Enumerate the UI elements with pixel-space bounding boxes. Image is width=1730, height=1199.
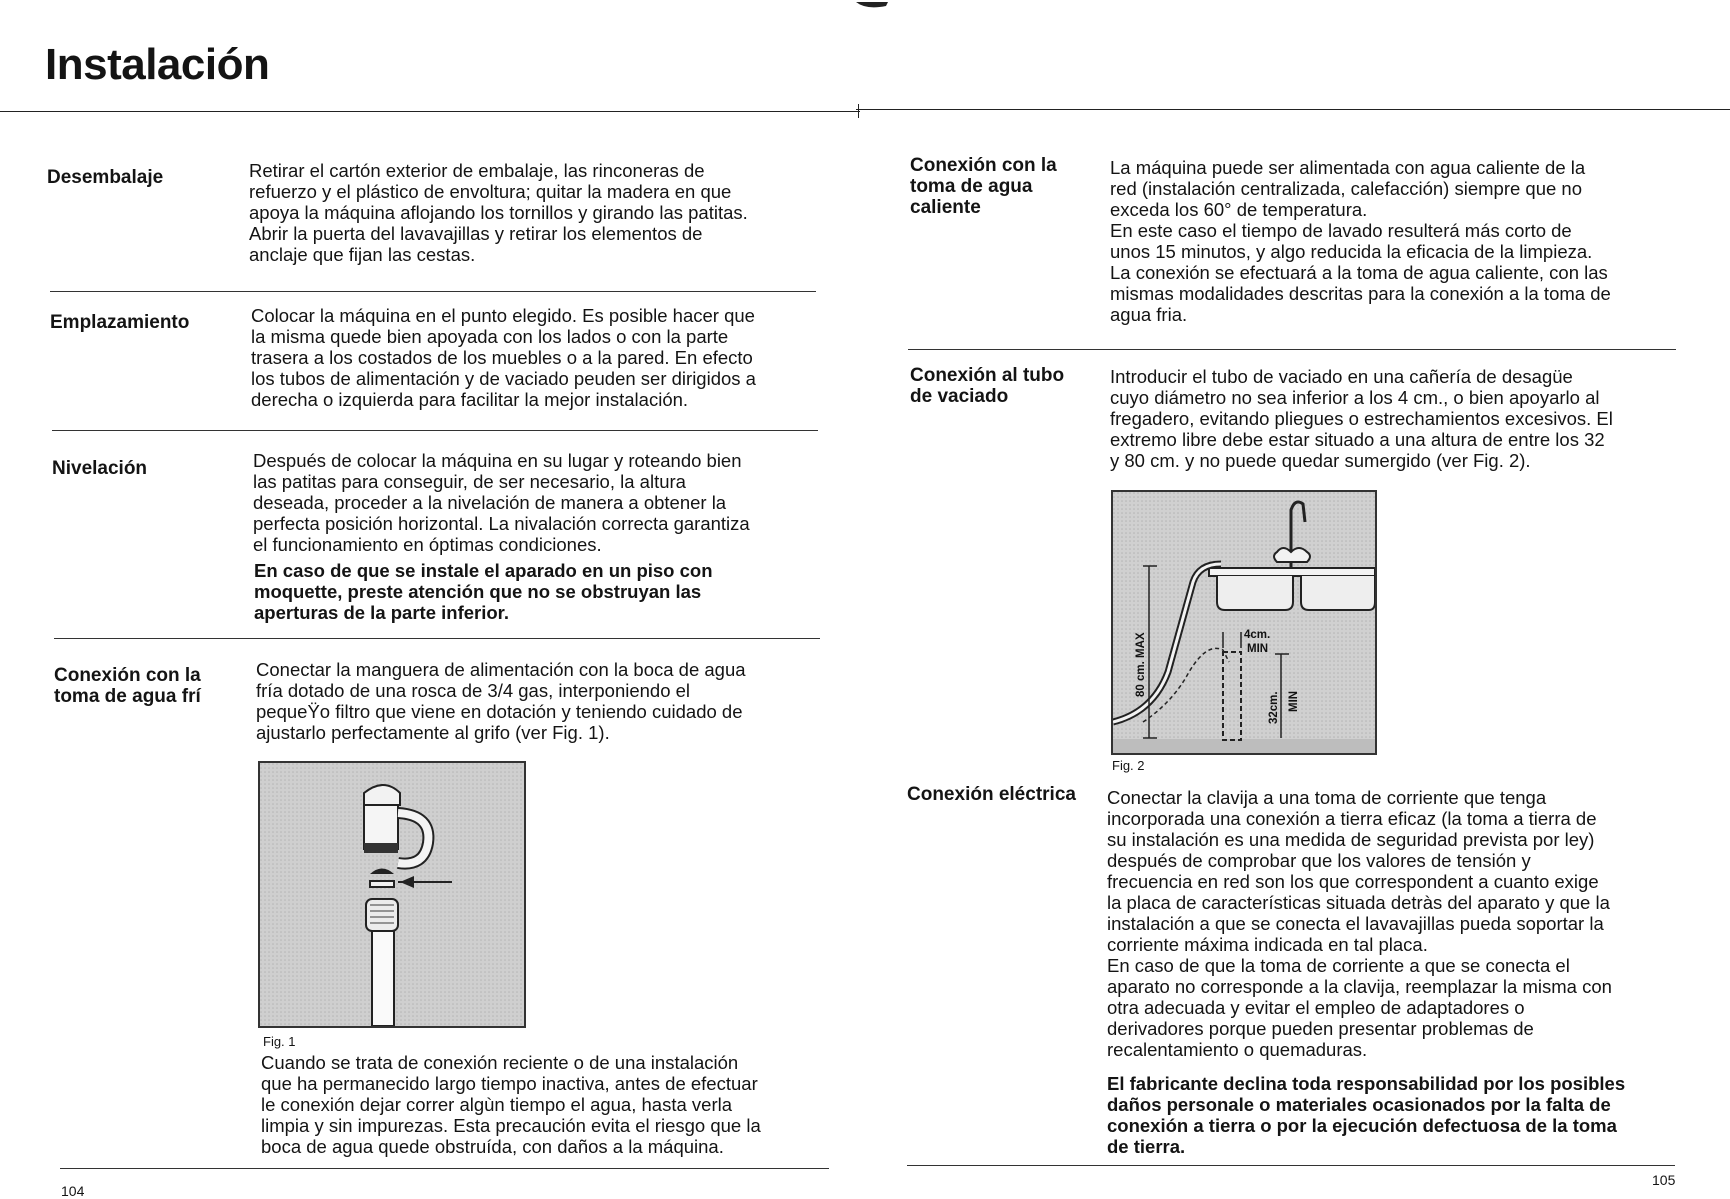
- section-divider: [908, 349, 1676, 350]
- section-text-emplazamiento: Colocar la máquina en el punto elegido. Es posible hacer que la misma quede bien apoyada con los lados o con la parte trasera a los costados de los muebles o a la pared. En efecto los tubos de alimentación y de vaciado peuden ser dirigidos a derecha o izquierda para facilitar la mejor instalación.: [251, 305, 756, 410]
- figure-2-label-width: 4cm.: [1244, 629, 1271, 641]
- section-label-agua-fria: Conexión con la toma de agua frí: [54, 665, 201, 707]
- section-label-conexion-electrica: Conexión eléctrica: [907, 784, 1076, 805]
- figure-2-label-max: 80 cm. MAX: [1135, 632, 1147, 697]
- section-text-agua-caliente: La máquina puede ser alimentada con agua caliente de la red (instalación centralizada, calefacción) siempre que no exceda los 60° de temperatura. En este caso el tiempo de lavado resulterá más corto de unos 15 minutos, y algo reducida la eficacia de la limpieza. La conexión se efectuará a la toma de agua caliente, con las mismas modalidades descritas para la conexión a la toma de agua fria.: [1110, 157, 1611, 325]
- section-divider: [50, 291, 816, 292]
- figure-2-caption: Fig. 2: [1112, 758, 1145, 773]
- header-rule-right: [856, 109, 1730, 110]
- figure-2-drain-diagram: [1111, 490, 1377, 755]
- section-text-agua-fria-note: Cuando se trata de conexión reciente o de una instalación que ha permanecido largo tiempo inactiva, antes de efectuar le conexión dejar correr algùn tiempo el agua, hasta verla limpia y sin impurezas. Esta precaución evita el riesgo que la boca de agua quede obstruída, con daños a la máquina.: [261, 1052, 761, 1157]
- section-label-tubo-vaciado: Conexión al tubo de vaciado: [910, 365, 1065, 407]
- page-bottom-rule-left: [60, 1168, 829, 1169]
- binding-mark: [852, 0, 892, 16]
- section-label-agua-caliente: Conexión con la toma de agua caliente: [910, 155, 1057, 218]
- section-label-emplazamiento: Emplazamiento: [50, 312, 190, 333]
- page-number-right: 105: [1652, 1172, 1676, 1188]
- section-text-tubo-vaciado: Introducir el tubo de vaciado en una cañería de desagüe cuyo diámetro no sea inferior a los 4 cm., o bien apoyarlo al fregadero, evitando pliegues o estrechamientos excesivos. El extremo libre debe estar situado a una altura de entre los 32 y 80 cm. y no puede quedar sumergido (ver Fig. 2).: [1110, 366, 1613, 471]
- page-title: Instalación: [45, 40, 270, 89]
- header-notch: [858, 104, 859, 118]
- page-bottom-rule-right: [907, 1165, 1675, 1166]
- figure-2-label-width-min: MIN: [1247, 643, 1269, 655]
- section-label-desembalaje: Desembalaje: [47, 167, 164, 188]
- section-warning-nivelacion: En caso de que se instale el aparado en un piso con moquette, preste atención que no se obstruyan las aperturas de la parte inferior.: [254, 560, 713, 623]
- figure-1-faucet: [258, 761, 526, 1028]
- header-rule-left: [0, 111, 860, 112]
- figure-1-caption: Fig. 1: [263, 1034, 296, 1049]
- section-text-nivelacion: Después de colocar la máquina en su lugar y roteando bien las patitas para conseguir, de ser necesario, la altura deseada, proceder a la nivelación de manera a obtener la perfecta posición horizontal. La nivalación correcta garantiza el funcionamiento en óptimas condiciones.: [253, 450, 750, 555]
- section-divider: [52, 430, 818, 431]
- page-number-left: 104: [61, 1183, 85, 1199]
- section-text-desembalaje: Retirar el cartón exterior de embalaje, las rinconeras de refuerzo y el plástico de envoltura; quitar la madera en que apoya la máquina aflojando los tornillos y girando las patitas. Abrir la puerta del lavavajillas y retirar los elementos de anclaje que fijan las cestas.: [249, 160, 748, 265]
- section-text-agua-fria: Conectar la manguera de alimentación con la boca de agua fría dotado de una rosca de 3/4 gas, interponiendo el pequeŸo filtro que viene en dotación y teniendo cuidado de ajustarlo perfectamente al grifo (ver Fig. 1).: [256, 659, 746, 743]
- section-label-nivelacion: Nivelación: [52, 458, 148, 479]
- section-warning-conexion-electrica: El fabricante declina toda responsabilidad por los posibles daños personale o materiales ocasionados por la falta de conexión a tierra o por la ejecución defectuosa de la toma de tierra.: [1107, 1073, 1626, 1157]
- figure-2-label-min-height: 32cm.: [1268, 691, 1280, 724]
- figure-2-label-min: MIN: [1288, 690, 1300, 712]
- section-divider: [54, 638, 820, 639]
- section-text-conexion-electrica: Conectar la clavija a una toma de corriente que tenga incorporada una conexión a tierra eficaz (la toma a tierra de su instalación es una medida de seguridad prevista por ley) después de comprobar que los valores de tensión y frecuencia en red son los que correspondent a cuanto exige la placa de características situada detràs del aparato y que la instalación a que se conecta el lavavajillas pueda soportar la corriente máxima indicada en tal placa. En caso de que la toma de corriente a que se conecta el aparato no corresponde a la clavija, reemplazar la misma con otra adecuada y evitar el empleo de adaptadores o derivadores porque pueden presentar problemas de recalentamiento o quemaduras.: [1107, 787, 1612, 1060]
